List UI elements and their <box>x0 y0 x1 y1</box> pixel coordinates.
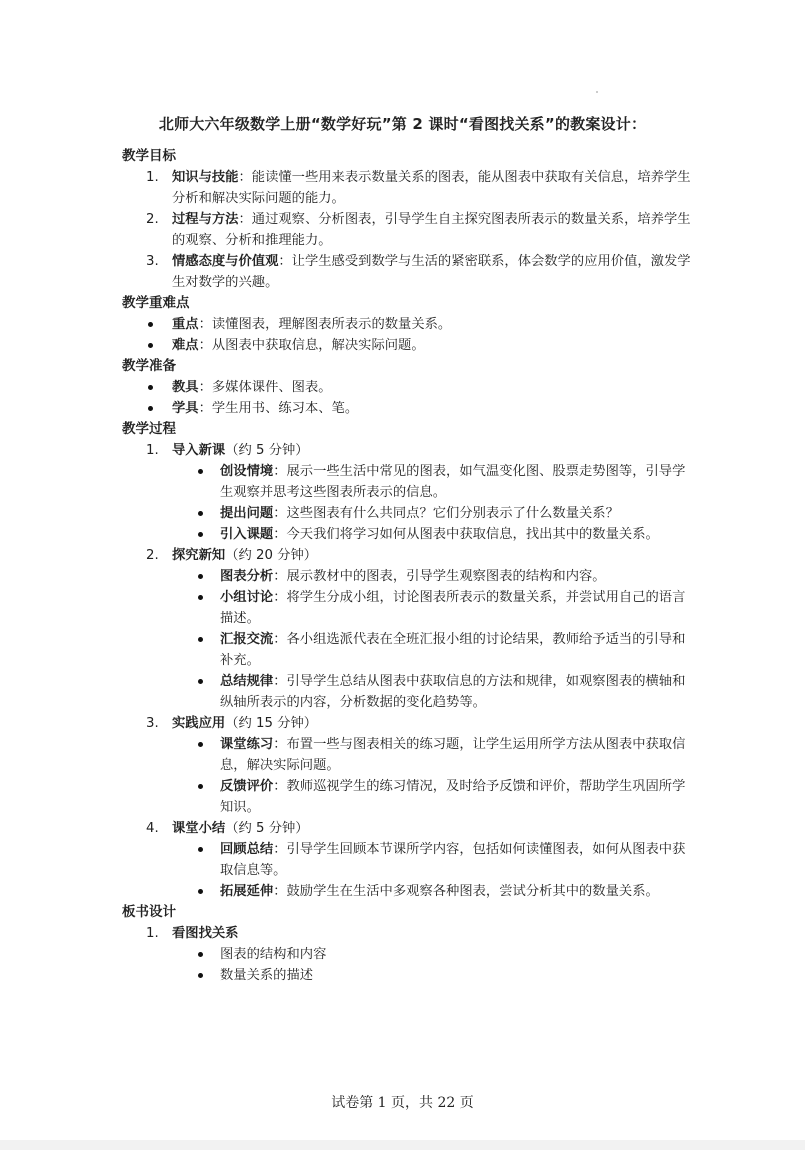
list-item <box>122 965 692 986</box>
list-item <box>122 776 692 818</box>
list-item <box>122 167 692 209</box>
section-heading-goals: 教学目标 <box>122 148 176 164</box>
process-step <box>122 545 692 713</box>
item-label: 创设情境 <box>220 464 274 479</box>
section-heading-process: 教学过程 <box>122 421 176 437</box>
item-text: ：让学生感受到数学与生活的紧密联系，体会数学的应用价值，激发学生对数学的兴趣。 <box>172 254 691 290</box>
item-label: 小组讨论 <box>220 590 274 605</box>
section-heading-prep: 教学准备 <box>122 358 176 374</box>
bullet-icon <box>198 595 203 600</box>
step-sub-list <box>122 566 692 713</box>
step-label: 导入新课 <box>172 443 226 458</box>
item-label: 反馈评价 <box>220 779 274 794</box>
item-number: 1. <box>146 926 159 941</box>
item-number: 1. <box>146 443 159 458</box>
list-item <box>122 461 692 503</box>
bullet-icon <box>148 322 153 327</box>
item-text: ：学生用书、练习本、笔。 <box>198 401 359 416</box>
process-step <box>122 713 692 818</box>
item-number: 4. <box>146 821 159 836</box>
item-number: 1. <box>146 170 159 185</box>
board-item <box>122 923 692 986</box>
item-label: 引入课题 <box>220 527 274 542</box>
item-text: ：今天我们将学习如何从图表中获取信息，找出其中的数量关系。 <box>273 527 659 542</box>
bullet-icon <box>198 784 203 789</box>
item-text: ：能读懂一些用来表示数量关系的图表，能从图表中获取有关信息，培养学生分析和解决实际问题的能力。 <box>172 170 691 206</box>
scan-speck <box>596 91 598 93</box>
section-heading-key-points: 教学重难点 <box>122 295 190 311</box>
item-label: 难点 <box>172 338 199 353</box>
item-text: ：鼓励学生在生活中多观察各种图表，尝试分析其中的数量关系。 <box>273 884 659 899</box>
item-label: 回顾总结 <box>220 842 274 857</box>
list-item <box>122 881 692 902</box>
list-item <box>122 629 692 671</box>
list-item <box>122 734 692 776</box>
list-item <box>122 839 692 881</box>
bullet-icon <box>148 343 153 348</box>
bullet-icon <box>198 973 203 978</box>
step-time: （约 15 分钟） <box>225 716 318 731</box>
item-label: 学具 <box>172 401 199 416</box>
page-bottom-band <box>0 1140 805 1150</box>
list-item <box>122 209 692 251</box>
item-label: 知识与技能 <box>172 170 239 185</box>
bullet-icon <box>198 469 203 474</box>
bullet-icon <box>198 679 203 684</box>
item-number: 2. <box>146 548 159 563</box>
item-text: ：从图表中获取信息，解决实际问题。 <box>198 338 425 353</box>
bullet-icon <box>198 574 203 579</box>
list-item <box>122 251 692 293</box>
list-item <box>122 944 692 965</box>
item-text: ：引导学生回顾本节课所学内容，包括如何读懂图表，如何从图表中获取信息等。 <box>220 842 686 878</box>
item-number: 3. <box>146 254 159 269</box>
item-label: 过程与方法 <box>172 212 239 227</box>
section-heading-board: 板书设计 <box>122 904 176 920</box>
step-sub-list <box>122 461 692 545</box>
item-text: ：各小组选派代表在全班汇报小组的讨论结果，教师给予适当的引导和补充。 <box>220 632 686 668</box>
item-text: ：教师巡视学生的练习情况，及时给予反馈和评价，帮助学生巩固所学知识。 <box>220 779 686 815</box>
item-label: 汇报交流 <box>220 632 274 647</box>
item-text: ：多媒体课件、图表。 <box>198 380 332 395</box>
item-label: 提出问题 <box>220 506 274 521</box>
list-item <box>122 398 692 419</box>
process-step <box>122 440 692 545</box>
bullet-icon <box>148 406 153 411</box>
item-label: 情感态度与价值观 <box>172 254 279 269</box>
process-list <box>122 440 692 902</box>
step-time: （约 20 分钟） <box>225 548 318 563</box>
bullet-icon <box>198 511 203 516</box>
step-time: （约 5 分钟） <box>225 821 309 836</box>
list-item <box>122 314 692 335</box>
item-number: 2. <box>146 212 159 227</box>
item-text: ：将学生分成小组，讨论图表所表示的数量关系，并尝试用自己的语言描述。 <box>220 590 686 626</box>
bullet-icon <box>198 847 203 852</box>
item-number: 3. <box>146 716 159 731</box>
list-item <box>122 503 692 524</box>
bullet-icon <box>198 637 203 642</box>
prep-list <box>122 377 692 419</box>
document-title: 北师大六年级数学上册“数学好玩”第 2 课时“看图找关系”的教案设计： <box>158 115 647 133</box>
list-item <box>122 587 692 629</box>
item-text: 图表的结构和内容 <box>220 947 327 962</box>
item-label: 重点 <box>172 317 199 332</box>
list-item <box>122 566 692 587</box>
key-points-list <box>122 314 692 356</box>
board-label: 看图找关系 <box>172 926 239 941</box>
page-footer: 试卷第 1 页，共 22 页 <box>331 1095 474 1111</box>
item-label: 教具 <box>172 380 199 395</box>
item-label: 拓展延伸 <box>220 884 274 899</box>
step-sub-list <box>122 734 692 818</box>
step-sub-list <box>122 839 692 902</box>
goals-list <box>122 167 692 293</box>
bullet-icon <box>198 952 203 957</box>
list-item <box>122 524 692 545</box>
step-label: 实践应用 <box>172 716 226 731</box>
item-text: ：展示教材中的图表，引导学生观察图表的结构和内容。 <box>273 569 606 584</box>
list-item <box>122 377 692 398</box>
step-time: （约 5 分钟） <box>225 443 309 458</box>
item-text: ：引导学生总结从图表中获取信息的方法和规律，如观察图表的横轴和纵轴所表示的内容，分析数据的变化趋势等。 <box>220 674 686 710</box>
item-label: 课堂练习 <box>220 737 274 752</box>
item-text: ：这些图表有什么共同点？它们分别表示了什么数量关系？ <box>273 506 619 521</box>
item-label: 图表分析 <box>220 569 274 584</box>
item-text: 数量关系的描述 <box>220 968 314 983</box>
bullet-icon <box>198 889 203 894</box>
bullet-icon <box>198 532 203 537</box>
item-text: ：通过观察、分析图表，引导学生自主探究图表所表示的数量关系，培养学生的观察、分析和推理能力。 <box>172 212 691 248</box>
item-text: ：布置一些与图表相关的练习题，让学生运用所学方法从图表中获取信息，解决实际问题。 <box>220 737 686 773</box>
list-item <box>122 671 692 713</box>
board-list <box>122 923 692 986</box>
step-label: 课堂小结 <box>172 821 226 836</box>
document-body <box>122 146 692 986</box>
list-item <box>122 335 692 356</box>
process-step <box>122 818 692 902</box>
board-sub-list <box>122 944 692 986</box>
step-label: 探究新知 <box>172 548 226 563</box>
bullet-icon <box>148 385 153 390</box>
item-label: 总结规律 <box>220 674 274 689</box>
bullet-icon <box>198 742 203 747</box>
item-text: ：展示一些生活中常见的图表，如气温变化图、股票走势图等，引导学生观察并思考这些图表所表示的信息。 <box>220 464 686 500</box>
item-text: ：读懂图表，理解图表所表示的数量关系。 <box>198 317 452 332</box>
